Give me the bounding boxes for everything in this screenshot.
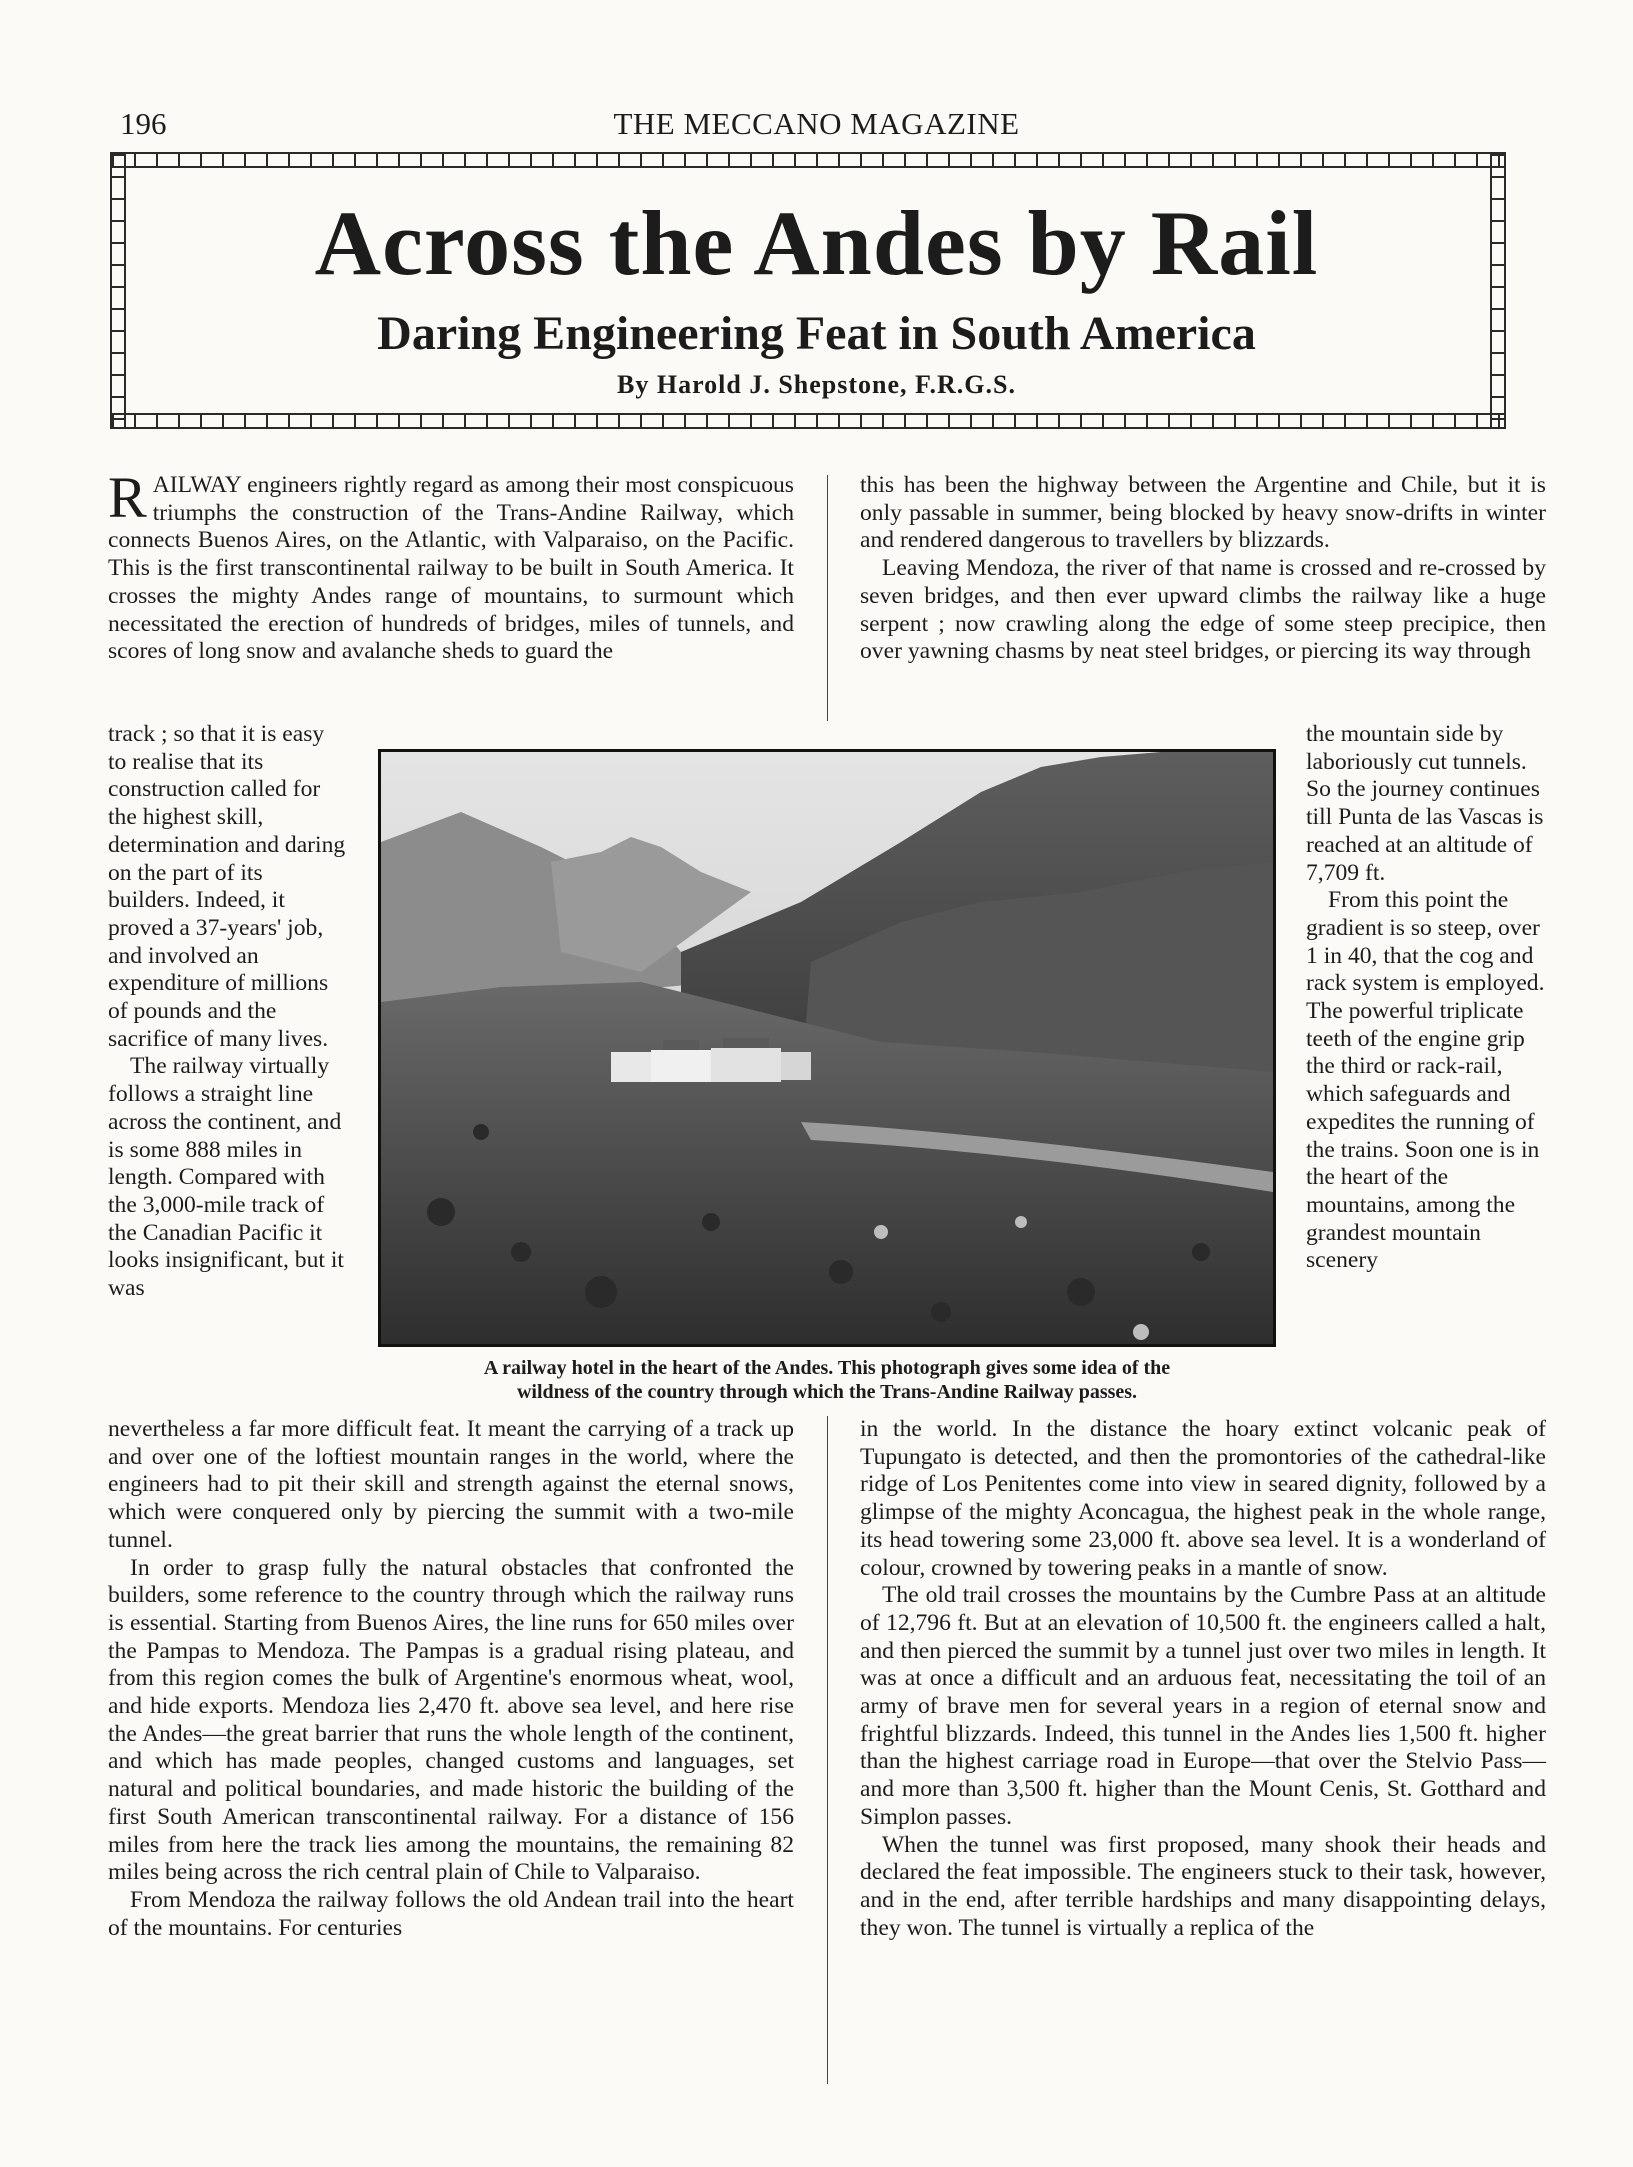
left-column-bottom [108,1416,794,1942]
column-divider [827,1416,828,2084]
paragraph: In order to grasp fully the natural obstacles that confronted the builders, some reference to the country through which the railway runs is essential. Starting from Buenos Aires, the line runs for 650 miles over the Pampas to Mendoza. The Pampas is a gradual rising plateau, and from this region comes the bulk of Argentine's enormous wheat, wool, and hide exports. Mendoza lies 2,470 ft. above sea level, and here rise the Andes—the great barrier that runs the whole length of the continent, and which has made peoples, changed customs and languages, set natural and political boundaries, and made historic the building of the first South American transcontinental railway. For a distance of 156 miles from here the track lies among the mountains, the remaining 82 miles being across the rich central plain of Chile to Valparaiso. [108,1554,794,1886]
paragraph: The old trail crosses the mountains by the Cumbre Pass at an altitude of 12,796 ft. But at an elevation of 10,500 ft. the engineers called a halt, and then pierced the summit by a tunnel just over two miles in length. It was at once a difficult and an arduous feat, necessitating the toil of an army of brave men for several years in a region of eternal snow and frightful blizzards. Indeed, this tunnel in the Andes lies 1,500 ft. higher than the highest carriage road in Europe—that over the Stelvio Pass—and more than 3,500 ft. higher than the Mount Cenis, St. Gotthard and Simplon passes. [860,1582,1546,1830]
article-title: Across the Andes by Rail [314,192,1319,294]
photo-caption [378,1356,1276,1404]
drop-cap: R [108,465,147,530]
paragraph: the mountain side by laboriously cut tunnels. So the journey continues till Punta de las Vascas is reached at an altitude of 7,709 ft. [1306,721,1544,886]
paragraph: When the tunnel was first proposed, many shook their heads and declared the feat impossible. The engineers stuck to their task, however, and in the end, after terrible hardships and many disappointing delays, they won. The tunnel is virtually a replica of the [860,1831,1546,1941]
running-head: THE MECCANO MAGAZINE [613,106,1020,141]
byline: By Harold J. Shepstone, F.R.G.S. [617,370,1016,399]
title-frame-top [110,152,1506,168]
paragraph: this has been the highway between the Argentine and Chile, but it is only passable in summer, being blocked by heavy snow-drifts in winter and rendered dangerous to travellers by blizzards. [860,472,1546,554]
mountain-landscape-image [381,752,1273,1344]
hotel-photograph [378,749,1276,1347]
column-divider [827,475,828,721]
paragraph: track ; so that it is easy to realise that its construction called for the highest skill, determination and daring on the part of its builders. Indeed, it proved a 37-years' job, and involved an expenditure of millions of pounds and the sacrifice of many lives. [108,721,346,1052]
right-column-bottom [860,1416,1546,1942]
caption-line: A railway hotel in the heart of the Andes. This photograph gives some idea of the [483,1357,1171,1379]
right-column-narrow [1306,721,1546,1275]
caption-line: wildness of the country through which the Trans-Andine Railway passes. [516,1381,1138,1403]
title-frame-bottom [110,413,1506,429]
paragraph: Leaving Mendoza, the river of that name is crossed and re-crossed by seven bridges, and then ever upward climbs the railway like a huge serpent ; now crawling along the edge of some steep precipice, then over yawning chasms by neat steel bridges, or piercing its way through [860,555,1546,665]
left-column-top [108,465,794,666]
paragraph: From Mendoza the railway follows the old Andean trail into the heart of the mountains. For centuries [108,1886,794,1941]
right-column-top [860,472,1546,666]
paragraph: nevertheless a far more difficult feat. It meant the carrying of a track up and over one of the loftiest mountain ranges in the world, where the engineers had to pit their skill and strength against the eternal snows, which were conquered only by piercing the summit with a two-mile tunnel. [108,1416,794,1553]
paragraph: in the world. In the distance the hoary extinct volcanic peak of Tupungato is detected, and then the promontories of the cathedral-like ridge of Los Penitentes come into view in seared dignity, followed by a glimpse of the mighty Aconcagua, the highest peak in the whole range, its head towering some 23,000 ft. above sea level. It is a wonderland of colour, crowned by towering peaks in a mantle of snow. [860,1416,1546,1581]
paragraph: The railway virtually follows a straight line across the continent, and is some 888 miles in length. Compared with the 3,000-mile track of the Canadian Pacific it looks insignificant, but it was [108,1053,344,1302]
paragraph: From this point the gradient is so steep, over 1 in 40, that the cog and rack system is employed. The powerful triplicate teeth of the engine grip the third or rack-rail, which safeguards and expedites the running of the trains. Soon one is in the heart of the mountains, among the grandest mountain scenery [1306,887,1545,1274]
page-number: 196 [120,106,167,141]
article-subtitle: Daring Engineering Feat in South America [377,307,1256,360]
paragraph: AILWAY engineers rightly regard as among their most conspicuous triumphs the construction of the Trans-Andine Railway, which connects Buenos Aires, on the Atlantic, with Valparaiso, on the Pacific. This is the first transcontinental railway to be built in South America. It crosses the mighty Andes range of mountains, to surmount which necessitated the erection of hundreds of bridges, miles of tunnels, and scores of long snow and avalanche sheds to guard the [108,472,794,665]
left-column-narrow [108,721,346,1303]
